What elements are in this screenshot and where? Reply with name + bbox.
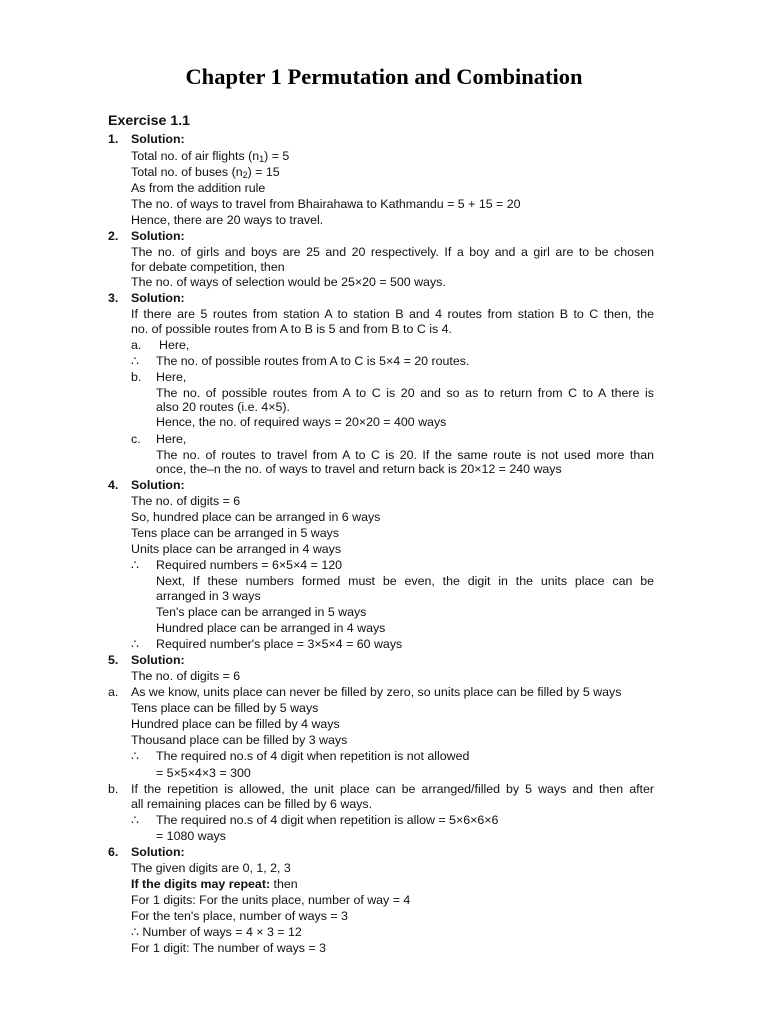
line-text: The no. of possible routes from A to C is 20 and so as to return from C to A there is — [156, 386, 654, 400]
text-line — [131, 876, 298, 892]
text-line — [156, 557, 342, 573]
line-text: As from the addition rule — [131, 181, 266, 195]
line-text: The required no.s of 4 digit when repetition is allow = 5×6×6×6 — [156, 813, 499, 827]
line-text: Required number's place = 3×5×4 = 60 ways — [156, 637, 403, 651]
line-text: all remaining places can be filled by 6 ways. — [131, 797, 373, 811]
text-line — [131, 684, 621, 700]
text-line — [156, 604, 366, 620]
line-text: a. — [131, 338, 142, 352]
line-text: Ten's place can be arranged in 5 ways — [156, 605, 367, 619]
line-text: no. of possible routes from A to B is 5 and from B to C is 4. — [131, 322, 452, 336]
line-text: The no. of digits = 6 — [131, 669, 241, 683]
chapter-title: Chapter 1 Permutation and Combination — [185, 64, 583, 89]
text-line — [159, 337, 189, 353]
text-line — [131, 131, 185, 147]
line-text: Solution: — [131, 845, 185, 859]
text-line — [131, 164, 280, 180]
text-line — [131, 196, 521, 212]
text-line — [131, 652, 185, 668]
text-line — [131, 844, 185, 860]
line-text-continued: ) = 15 — [247, 165, 280, 179]
line-text: The no. of digits = 6 — [131, 494, 241, 508]
line-text: The no. of girls and boys are 25 and 20 respectively. If a boy and a girl are to be chosen — [131, 245, 654, 259]
text-line — [131, 321, 452, 337]
text-line — [156, 588, 261, 604]
line-text: 6. — [108, 845, 119, 859]
line-text: 1. — [108, 132, 119, 146]
text-line — [156, 765, 251, 781]
text-line — [131, 557, 139, 573]
line-text: Hence, the no. of required ways = 20×20 = 400 ways — [156, 415, 447, 429]
text-line — [131, 431, 141, 447]
line-text: Here, — [159, 338, 190, 352]
text-line — [131, 509, 380, 525]
line-text: For 1 digits: For the units place, number of way = 4 — [131, 893, 411, 907]
line-text: Hence, there are 20 ways to travel. — [131, 213, 324, 227]
line-text: Here, — [156, 370, 187, 384]
line-text: c. — [131, 432, 141, 446]
subscript: 1 — [259, 154, 265, 164]
text-line — [131, 274, 446, 290]
text-line — [131, 493, 240, 509]
line-text: Here, — [156, 432, 187, 446]
text-line — [156, 431, 186, 447]
text-line — [108, 781, 118, 797]
text-line — [131, 180, 265, 196]
text-line — [131, 636, 139, 652]
line-text: Next, If these numbers formed must be even, the digit in the units place can be — [156, 574, 654, 588]
text-line — [131, 369, 141, 385]
line-text: Solution: — [131, 229, 185, 243]
text-line — [131, 924, 302, 940]
text-line — [156, 748, 469, 764]
line-text: = 5×5×4×3 = 300 — [156, 766, 251, 780]
text-line — [131, 716, 340, 732]
text-line — [156, 573, 654, 589]
line-text-continued: ) = 5 — [264, 149, 290, 163]
line-text: 4. — [108, 478, 119, 492]
line-text: Hundred place can be filled by 4 ways — [131, 717, 340, 731]
text-line — [156, 399, 290, 415]
line-text: ∴ — [131, 749, 139, 763]
line-text: ∴ — [131, 813, 139, 827]
text-line — [131, 541, 341, 557]
text-line — [156, 369, 186, 385]
line-text: Total no. of buses (n — [131, 165, 243, 179]
line-text: As we know, units place can never be filled by zero, so units place can be filled by 5 ways — [131, 685, 622, 699]
text-line — [131, 748, 139, 764]
text-line — [131, 148, 289, 164]
text-line — [131, 860, 291, 876]
text-line — [156, 828, 226, 844]
text-line — [131, 732, 347, 748]
line-text: For the ten's place, number of ways = 3 — [131, 909, 348, 923]
line-text: The given digits are 0, 1, 2, 3 — [131, 861, 291, 875]
line-text: For 1 digit: The number of ways = 3 — [131, 941, 327, 955]
line-text: So, hundred place can be arranged in 6 ways — [131, 510, 381, 524]
line-text: for debate competition, then — [131, 260, 285, 274]
line-text: ∴ — [131, 558, 139, 572]
line-text: 2. — [108, 229, 119, 243]
line-text: b. — [131, 370, 142, 384]
line-text: Hundred place can be arranged in 4 ways — [156, 621, 386, 635]
text-line — [108, 228, 118, 244]
line-text: Tens place can be arranged in 5 ways — [131, 526, 340, 540]
text-line — [131, 353, 139, 369]
subscript: 2 — [242, 170, 248, 180]
text-line — [131, 796, 372, 812]
text-line — [131, 306, 654, 322]
text-line — [156, 414, 446, 430]
text-line — [131, 525, 339, 541]
text-line — [131, 781, 654, 797]
line-text: The no. of routes to travel from A to C is 20. If the same route is not used more than — [156, 448, 654, 462]
line-text: also 20 routes (i.e. 4×5). — [156, 400, 290, 414]
line-text: Tens place can be filled by 5 ways — [131, 701, 319, 715]
text-line — [131, 290, 185, 306]
line-text: If there are 5 routes from station A to station B and 4 routes from station B to C then, the — [131, 307, 654, 321]
text-line — [131, 940, 326, 956]
line-text: arranged in 3 ways — [156, 589, 261, 603]
text-line — [131, 259, 285, 275]
text-line — [108, 131, 118, 147]
line-text: 3. — [108, 291, 119, 305]
line-text: If the digits may repeat: — [131, 877, 271, 891]
text-line — [108, 684, 118, 700]
line-text: 5. — [108, 653, 119, 667]
line-text: Solution: — [131, 291, 185, 305]
line-text: The no. of ways to travel from Bhairahawa to Kathmandu = 5 + 15 = 20 — [131, 197, 521, 211]
text-line — [108, 652, 118, 668]
line-text: The no. of ways of selection would be 25×20 = 500 ways. — [131, 275, 446, 289]
text-line — [131, 700, 318, 716]
text-line — [131, 228, 185, 244]
line-text: = 1080 ways — [156, 829, 226, 843]
text-line — [131, 892, 410, 908]
line-text-continued: then — [270, 877, 298, 891]
line-text: Thousand place can be filled by 3 ways — [131, 733, 348, 747]
line-text: Solution: — [131, 653, 185, 667]
line-text: once, the–n the no. of ways to travel and return back is 20×12 = 240 ways — [156, 462, 562, 476]
text-line — [156, 812, 498, 828]
text-line — [156, 620, 385, 636]
text-line — [156, 461, 562, 477]
text-line — [131, 812, 139, 828]
text-line — [131, 244, 654, 260]
exercise-heading: Exercise 1.1 — [108, 113, 191, 129]
line-text: Solution: — [131, 132, 185, 146]
text-line — [108, 477, 118, 493]
line-text: ∴ — [131, 637, 139, 651]
line-text: b. — [108, 782, 119, 796]
text-line — [108, 290, 118, 306]
text-line — [131, 668, 240, 684]
text-line — [131, 212, 323, 228]
text-line — [131, 908, 348, 924]
text-line — [131, 337, 141, 353]
line-text: The required no.s of 4 digit when repetition is not allowed — [156, 749, 470, 763]
text-line — [131, 477, 185, 493]
line-text: Total no. of air flights (n — [131, 149, 260, 163]
line-text: The no. of possible routes from A to C is 5×4 = 20 routes. — [156, 354, 470, 368]
line-text: Required numbers = 6×5×4 = 120 — [156, 558, 342, 572]
text-line — [108, 844, 118, 860]
line-text: Units place can be arranged in 4 ways — [131, 542, 342, 556]
line-text: If the repetition is allowed, the unit place can be arranged/filled by 5 ways and then after — [131, 782, 654, 796]
line-text: ∴ Number of ways = 4 × 3 = 12 — [131, 925, 302, 939]
text-line — [156, 636, 402, 652]
line-text: Solution: — [131, 478, 185, 492]
line-text: ∴ — [131, 354, 139, 368]
text-line — [156, 353, 469, 369]
line-text: a. — [108, 685, 119, 699]
